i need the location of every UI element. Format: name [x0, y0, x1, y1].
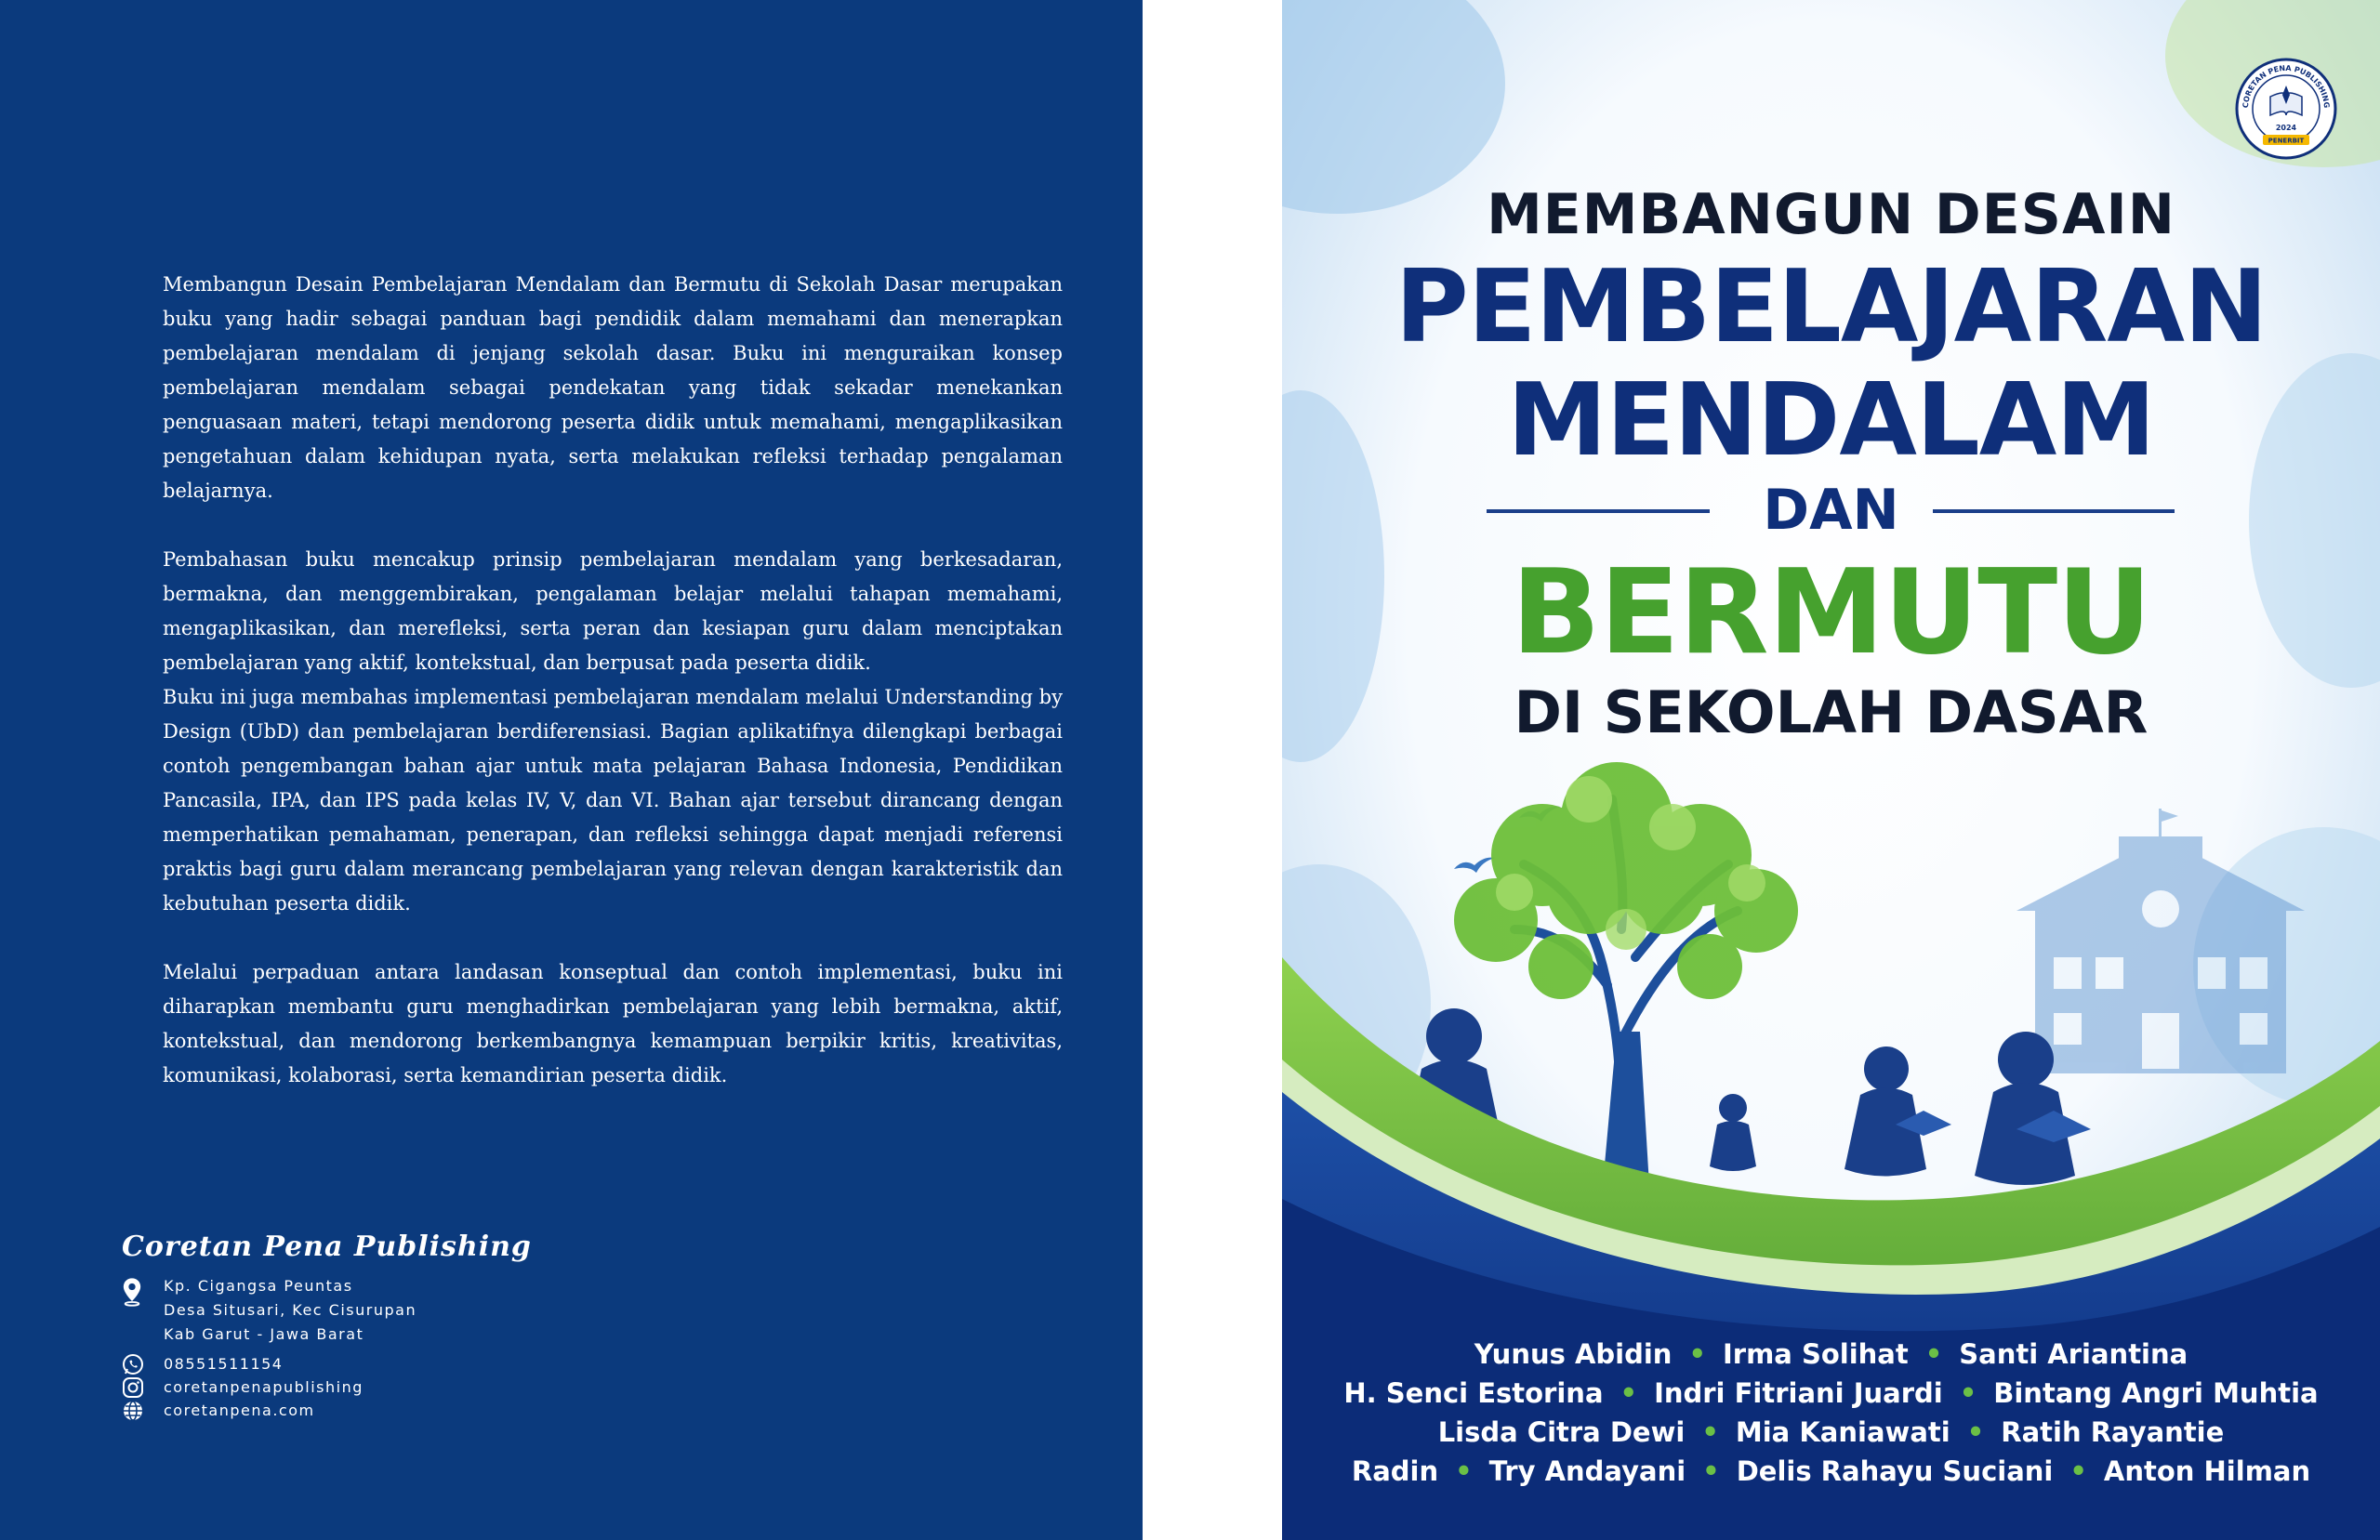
- author-separator: •: [2069, 1455, 2087, 1487]
- author-separator: •: [1702, 1455, 1720, 1487]
- author-name: Yunus Abidin: [1474, 1338, 1673, 1370]
- title-line-6: DI SEKOLAH DASAR: [1514, 678, 2149, 746]
- author-name: Irma Solihat: [1723, 1338, 1909, 1370]
- author-separator: •: [1924, 1338, 1943, 1370]
- title-line-2: PEMBELAJARAN: [1395, 249, 2268, 365]
- title-line-1: MEMBANGUN DESAIN: [1487, 182, 2175, 247]
- blurb-paragraph-1: Membangun Desain Pembelajaran Mendalam dan Bermutu di Sekolah Dasar merupakan buku yang hadir sebagai panduan bagi pendidik dalam memahami dan menerapkan pembelajaran mendalam di jenjang sekolah dasar. Buku ini menguraikan konsep pembelajaran mendalam sebagai pendekatan yang tidak sekadar menekankan penguasaan materi, tetapi mendorong peserta didik untuk memahami, mengaplikasikan pengetahuan dalam kehidupan nyata, serta melakukan refleksi terhadap pengalaman belajarnya.: [163, 273, 1063, 502]
- publisher-logo: [2235, 58, 2337, 160]
- address-line-1: Kp. Cigangsa Peuntas: [164, 1277, 353, 1295]
- author-row-2: [1282, 1374, 2380, 1413]
- author-name: Delis Rahayu Suciani: [1736, 1455, 2054, 1487]
- blurb-paragraph-2: Pembahasan buku mencakup prinsip pembelajaran mendalam yang berkesadaran, bermakna, dan menggembirakan, pengalaman belajar melalui tahapan memahami, mengaplikasikan, dan merefleksi, serta peran dan kesiapan guru dalam menciptakan pembelajaran yang aktif, kontekstual, dan berpusat pada peserta didik.: [163, 548, 1063, 674]
- blurb-paragraph-4: Melalui perpaduan antara landasan konseptual dan contoh implementasi, buku ini diharapkan membantu guru menghadirkan pembelajaran yang lebih bermakna, aktif, kontekstual, dan mendorong berkembangnya kemampuan berpikir kritis, kreativitas, komunikasi, kolaborasi, serta kemandirian peserta didik.: [163, 961, 1063, 1086]
- author-row-3: [1282, 1413, 2380, 1452]
- author-separator: •: [1620, 1377, 1638, 1409]
- logo-year: 2024: [2275, 124, 2297, 132]
- back-cover-blurb: [163, 268, 1063, 1093]
- author-name: Ratih Rayantie: [2001, 1416, 2225, 1448]
- author-name: Santi Ariantina: [1959, 1338, 2188, 1370]
- title-line-3: MENDALAM: [1507, 362, 2155, 479]
- author-name: Bintang Angri Muhtia: [1993, 1377, 2319, 1409]
- author-name: Radin: [1351, 1455, 1439, 1487]
- author-row-4: [1282, 1452, 2380, 1491]
- front-cover: [1282, 0, 2380, 1540]
- author-name: H. Senci Estorina: [1343, 1377, 1604, 1409]
- location-pin-icon: [122, 1277, 142, 1307]
- author-separator: •: [1959, 1377, 1977, 1409]
- author-list: [1282, 1335, 2380, 1491]
- author-name: Try Andayani: [1488, 1455, 1686, 1487]
- author-name: Lisda Citra Dewi: [1437, 1416, 1686, 1448]
- globe-icon: [122, 1400, 144, 1422]
- logo-arc-text: CORETAN PENA PUBLISHING: [2241, 63, 2332, 109]
- author-separator: •: [1455, 1455, 1473, 1487]
- instagram-handle: coretanpenapublishing: [164, 1378, 364, 1396]
- book-spine: [1143, 0, 1282, 1540]
- back-cover: [0, 0, 1143, 1540]
- logo-ribbon: PENERBIT: [2268, 137, 2305, 145]
- address-line-3: Kab Garut - Jawa Barat: [164, 1325, 364, 1343]
- address-line-2: Desa Situsari, Kec Cisurupan: [164, 1301, 417, 1319]
- author-name: Anton Hilman: [2103, 1455, 2311, 1487]
- author-separator: •: [1688, 1338, 1706, 1370]
- instagram-icon: [122, 1376, 144, 1399]
- author-separator: •: [1701, 1416, 1719, 1448]
- title-line-5: BERMUTU: [1511, 544, 2151, 680]
- blurb-paragraph-3: Buku ini juga membahas implementasi pembelajaran mendalam melalui Understanding by Design (UbD) dan pembelajaran berdiferensiasi. Bagian aplikatifnya dilengkapi berbagai contoh pengembangan bahan ajar untuk mata pelajaran Bahasa Indonesia, Pendidikan Pancasila, IPA, dan IPS pada kelas IV, V, dan VI. Bahan ajar tersebut dirancang dengan memperhatikan pemahaman, penerapan, dan refleksi sehingga dapat menjadi referensi praktis bagi guru dalam merancang pembelajaran yang relevan dengan karakteristik dan kebutuhan peserta didik.: [163, 686, 1063, 915]
- publisher-name: Coretan Pena Publishing: [122, 1231, 532, 1263]
- author-name: Mia Kaniawati: [1735, 1416, 1950, 1448]
- author-row-1: [1282, 1335, 2380, 1374]
- author-name: Indri Fitriani Juardi: [1654, 1377, 1943, 1409]
- author-separator: •: [1966, 1416, 1985, 1448]
- whatsapp-icon: [122, 1353, 144, 1375]
- title-line-4: DAN: [1763, 478, 1899, 543]
- website-url: coretanpena.com: [164, 1402, 315, 1419]
- phone-number: 08551511154: [164, 1355, 284, 1373]
